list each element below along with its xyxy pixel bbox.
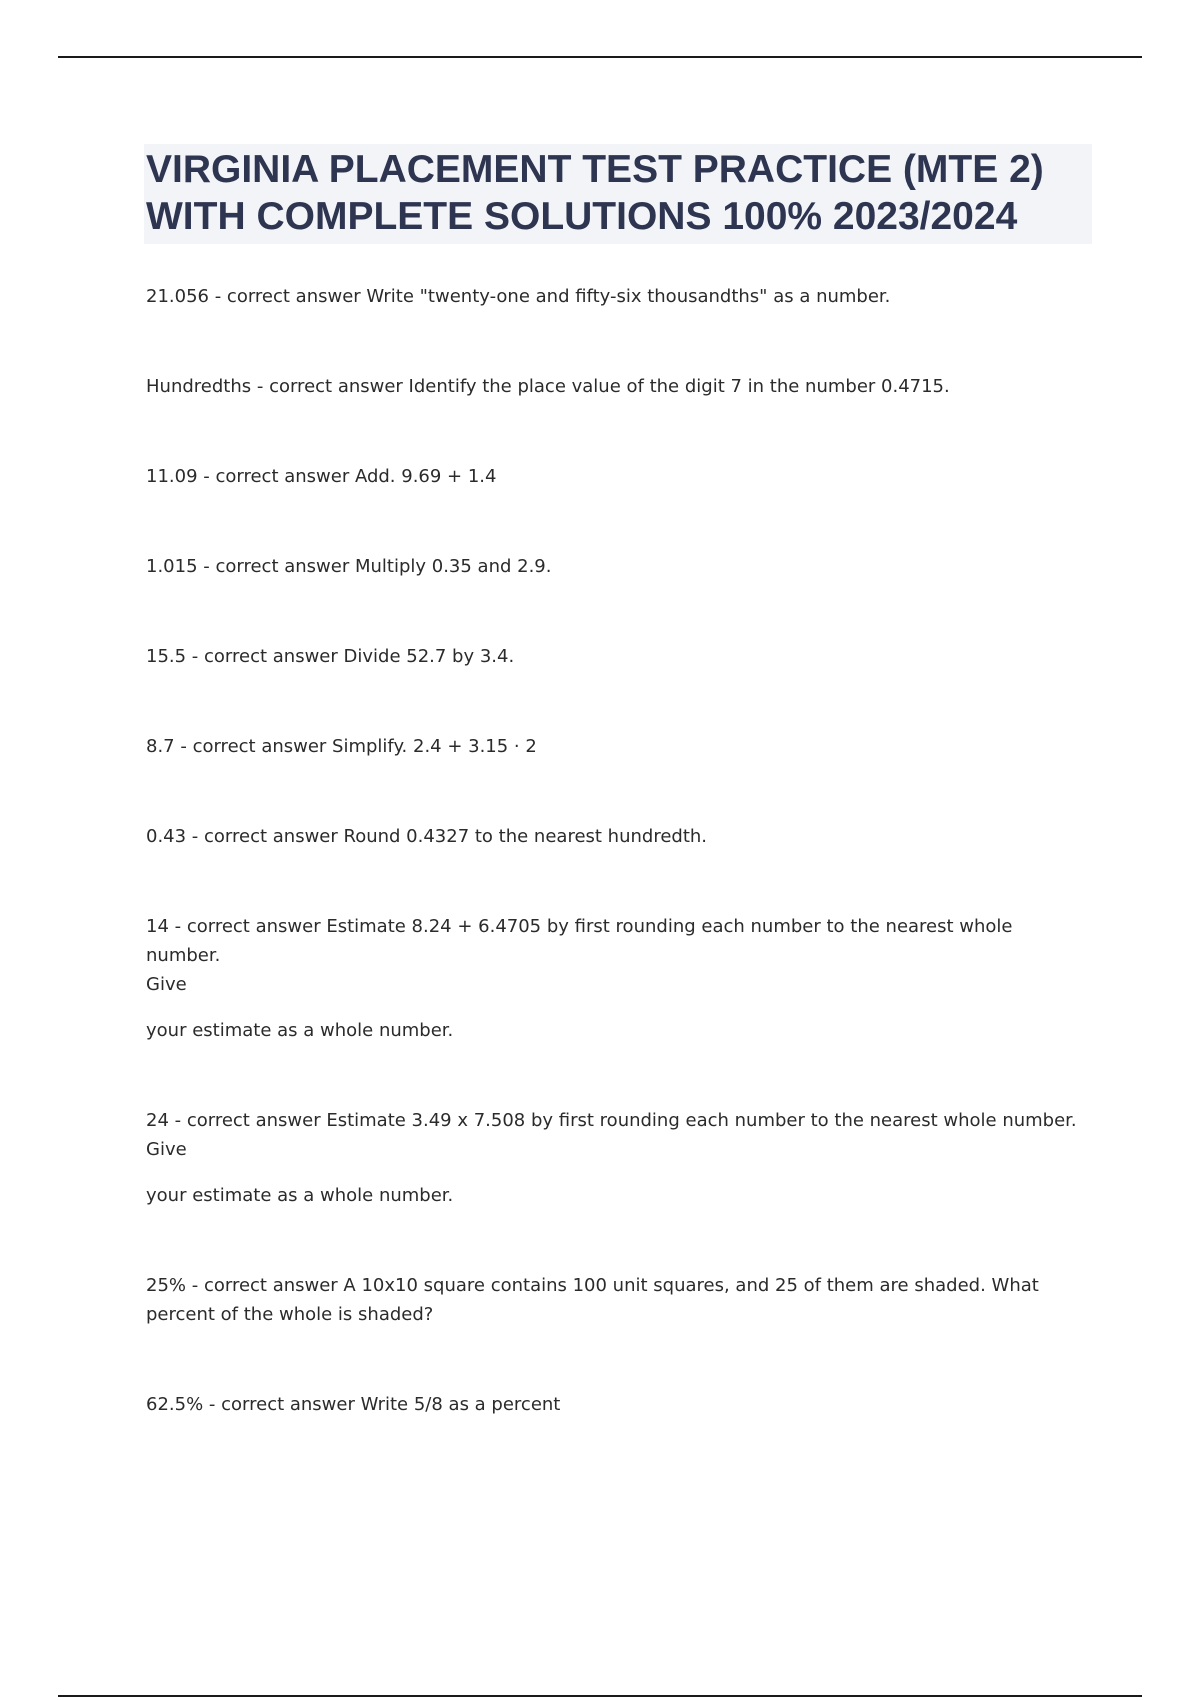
title-line-2: WITH COMPLETE SOLUTIONS 100% 2023/2024 [146,195,1018,238]
qa-item-11 [146,1390,1086,1419]
question-answer-list [146,282,1086,1480]
qa-text: 21.056 - correct answer Write "twenty-one and fifty-six thousandths" as a number. [146,286,891,307]
qa-text: 24 - correct answer Estimate 3.49 x 7.508 by first rounding each number to the nearest whole number. [146,1110,1077,1131]
qa-item-8 [146,912,1086,1045]
qa-item-3 [146,462,1086,491]
qa-item-9 [146,1106,1086,1210]
qa-item-6 [146,732,1086,761]
qa-item-10 [146,1271,1086,1329]
qa-item-5 [146,642,1086,671]
top-divider [58,56,1142,58]
qa-text-wrap: percent of the whole is shaded? [146,1304,434,1325]
qa-text-wrap: Give [146,974,187,995]
qa-text: 14 - correct answer Estimate 8.24 + 6.4705 by first rounding each number to the nearest whole number. [146,916,1013,966]
qa-text-continuation: your estimate as a whole number. [146,1185,454,1206]
qa-text-wrap: Give [146,1139,187,1160]
qa-text: 25% - correct answer A 10x10 square contains 100 unit squares, and 25 of them are shaded. What [146,1275,1039,1296]
bottom-divider [58,1695,1142,1697]
qa-text: 1.015 - correct answer Multiply 0.35 and 2.9. [146,556,552,577]
qa-text: 8.7 - correct answer Simplify. 2.4 + 3.15 · 2 [146,736,537,757]
qa-item-7 [146,822,1086,851]
qa-text: 15.5 - correct answer Divide 52.7 by 3.4. [146,646,515,667]
document-title [144,144,1092,244]
qa-text: Hundredths - correct answer Identify the place value of the digit 7 in the number 0.4715. [146,376,950,397]
qa-text: 62.5% - correct answer Write 5/8 as a percent [146,1394,561,1415]
qa-text-continuation: your estimate as a whole number. [146,1020,454,1041]
qa-item-4 [146,552,1086,581]
title-line-1: VIRGINIA PLACEMENT TEST PRACTICE (MTE 2) [146,148,1044,191]
qa-text: 0.43 - correct answer Round 0.4327 to the nearest hundredth. [146,826,708,847]
qa-text: 11.09 - correct answer Add. 9.69 + 1.4 [146,466,497,487]
qa-item-2 [146,372,1086,401]
qa-item-1 [146,282,1086,311]
